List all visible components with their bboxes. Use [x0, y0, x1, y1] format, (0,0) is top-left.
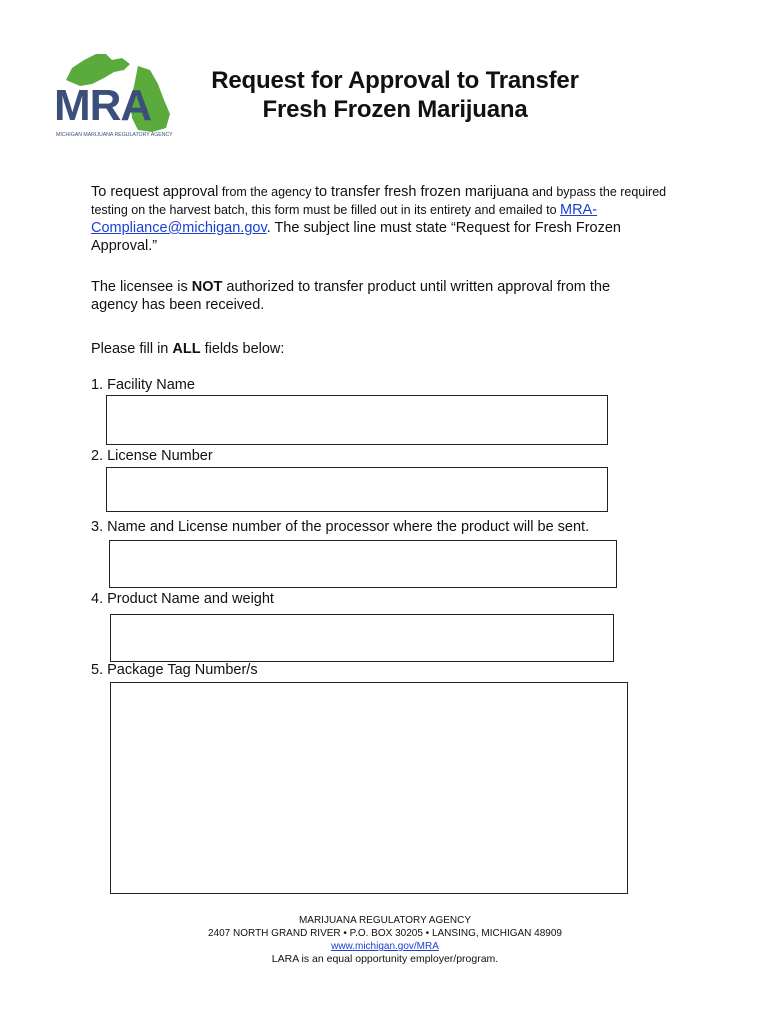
page-title	[170, 66, 620, 124]
intro-text-3: to transfer fresh frozen marijuana	[314, 184, 529, 200]
facility-name-field[interactable]	[106, 395, 608, 445]
logo-tagline: MICHIGAN MARIJUANA REGULATORY AGENCY	[56, 132, 173, 138]
footer	[0, 914, 770, 966]
notice-text-2: authorized to transfer product until written approval from the agency has been received.	[91, 279, 611, 313]
intro-text-2: from the agency	[218, 185, 315, 199]
processor-field[interactable]	[109, 540, 617, 588]
facility-name-label: 1. Facility Name	[91, 377, 195, 393]
instruction-text-2: fields below:	[200, 341, 285, 357]
intro-text-4: and bypass the required testing on the harvest batch, this form must be filled out in its entirety and emailed to	[91, 185, 667, 217]
footer-website-link[interactable]: www.michigan.gov/MRA	[331, 941, 439, 952]
footer-agency: MARIJUANA REGULATORY AGENCY	[298, 915, 472, 926]
footer-equal-opportunity: LARA is an equal opportunity employer/program.	[271, 953, 499, 965]
intro-paragraph	[91, 183, 681, 255]
intro-text-1: To request approval	[91, 184, 219, 200]
notice-text-1: The licensee is	[91, 279, 192, 295]
package-tag-label: 5. Package Tag Number/s	[91, 662, 258, 678]
instruction-bold: ALL	[172, 341, 201, 357]
mra-logo	[52, 40, 182, 144]
intro-text-5: . The subject line must state “Request for Fresh Frozen Approval.”	[91, 220, 621, 254]
instruction-text-1: Please fill in	[91, 341, 173, 357]
product-name-weight-label: 4. Product Name and weight	[91, 591, 274, 607]
notice-bold: NOT	[191, 279, 223, 295]
license-number-field[interactable]	[106, 467, 608, 512]
notice-paragraph	[91, 278, 651, 314]
compliance-email-link[interactable]: MRA-Compliance@michigan.gov	[91, 202, 598, 236]
footer-address: 2407 NORTH GRAND RIVER • P.O. BOX 30205 • LANSING, MICHIGAN 48909	[208, 928, 562, 939]
title-line-1: Request for Approval to Transfer	[211, 67, 579, 94]
michigan-map-icon	[52, 40, 182, 144]
logo-text: MRA	[54, 81, 152, 130]
title-line-2: Fresh Frozen Marijuana	[262, 96, 528, 123]
processor-label: 3. Name and License number of the processor where the product will be sent.	[91, 519, 590, 535]
instruction-line	[91, 340, 284, 358]
package-tag-field[interactable]	[110, 682, 628, 894]
license-number-label: 2. License Number	[91, 448, 213, 464]
product-name-weight-field[interactable]	[110, 614, 614, 662]
